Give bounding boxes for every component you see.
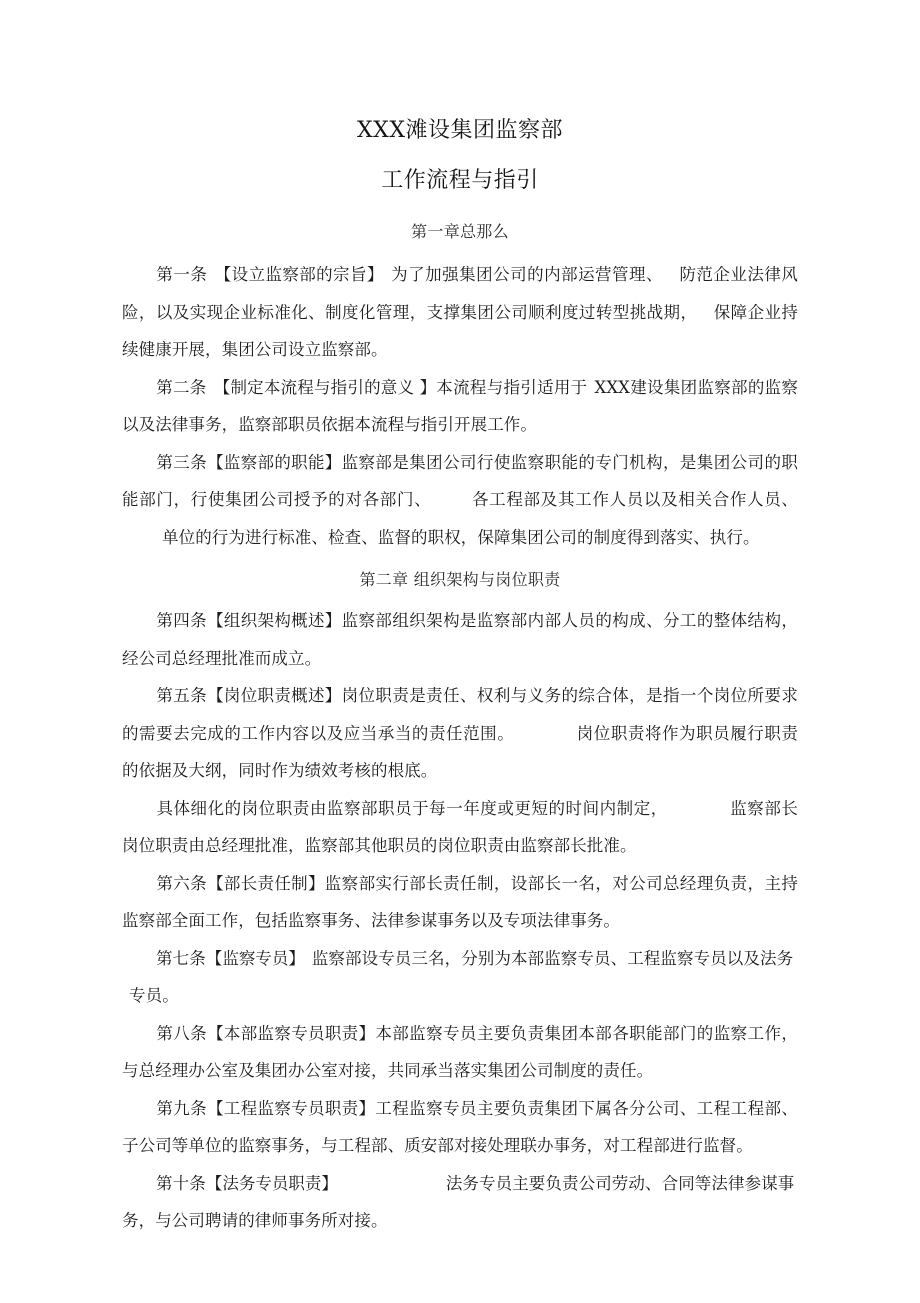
article-5-text-c: 岗位职责将作为职员履行职责的依据及 xyxy=(122,723,798,780)
article-8-title: 【本部监察专员职责】 xyxy=(207,1023,376,1043)
article-3-title: 【监察部的职能】 xyxy=(207,452,342,472)
article-1-text-c: 以及实现企业标准化、制度化管理，支撑集团公司顺利度过转型挑战期， xyxy=(155,302,698,322)
article-7-text-b: 专员。 xyxy=(129,986,179,1005)
article-3-text-b: 职能部门，行使集团公司授予的对各部门、 xyxy=(122,452,798,509)
article-2 xyxy=(122,369,798,444)
chapter-heading-1: 第一章总那么 xyxy=(411,222,509,241)
article-10-text-b: 请的律师事务所对接。 xyxy=(221,1211,388,1230)
article-1-text-a: 为了加强集团公司的内部运营管理、 xyxy=(390,265,664,284)
article-2-text-a: 本流程与指引适用于 xyxy=(436,377,588,397)
article-5-text-a: 岗位职责是责任、权利与义务的综合体，是指一个岗位所要求 xyxy=(341,686,798,705)
article-1-number: 第一条 xyxy=(156,265,208,284)
article-4-text-b: 经公司总经理批准而成立。 xyxy=(122,648,322,668)
article-3-number: 第三条 xyxy=(156,452,208,472)
article-5-supp-text-b: 监察部长岗位职责 xyxy=(122,798,798,855)
article-4-text-a: 监察部组织架构是监察部内部人员的构成、分工的整体结构， xyxy=(341,611,798,630)
article-5-supp-text-c: 由总经理批准，监察部其他职员的岗位职责由监察部长批准。 xyxy=(188,836,637,855)
article-5-text-b: 的需要去完成的工作内容以及应当承当的责任范围。 xyxy=(122,723,515,743)
article-10-text-a: 法务专员主要负责公司劳动、合同等法律参谋事务，与公司聘 xyxy=(122,1173,795,1230)
article-9 xyxy=(122,1090,798,1165)
article-6-text-a: 监察部实行部长责任制，设部长一名，对公司总经理负责，主持 xyxy=(324,873,798,893)
article-10-title: 【法务专员职责】 xyxy=(205,1173,338,1193)
article-2-title: 【制定本流程与指引的意义 】 xyxy=(213,377,437,397)
article-3-text-d: 单位 xyxy=(162,527,196,547)
article-7 xyxy=(122,940,798,1015)
article-7-number: 第七条 xyxy=(156,948,206,968)
article-6-text-b: 监察部全面工作，包括监察事务、法律参谋事务以及专项法律事务。 xyxy=(122,911,620,930)
article-2-text-c: 部的监察以及法律事务，监察部职员依据本流程与指引开展工作。 xyxy=(122,377,799,434)
article-1-title: 【设立监察部的宗旨】 xyxy=(214,265,384,284)
article-5-title: 【岗位职责概述】 xyxy=(207,686,342,705)
article-5-supplement xyxy=(122,790,798,865)
chapter-heading-2: 第二章 组织架构与岗位职责 xyxy=(359,570,561,589)
article-1-text-d: 保障企业持续健康 xyxy=(122,302,799,359)
article-5 xyxy=(122,677,798,790)
article-5-text-d: 大纲，同时作为绩效考核的根底。 xyxy=(188,761,438,780)
article-10-number: 第十条 xyxy=(156,1173,206,1193)
article-5-supp-text-a: 具体细化的岗位职责由监察部职员于每一年度或更短的时间内制定， xyxy=(156,798,668,818)
article-9-text-b: 子公司等单位的监察事务，与工程部、质安部对接处理联办事务，对工程部进行监督。 xyxy=(122,1136,753,1155)
article-6 xyxy=(122,865,798,940)
article-7-title: 【监察专员】 xyxy=(205,948,305,968)
article-9-number: 第九条 xyxy=(156,1098,208,1118)
article-3-text-e: 的行为进行标准、检查、监督的职权，保障集团公司的制度得到落实、执行。 xyxy=(195,527,760,547)
article-8-text-b: 与总经理办公室及集团办公室对接，共同承当落实集团公司制度的责任。 xyxy=(122,1061,654,1080)
document-title: XXX滩设集团监察部 xyxy=(357,118,563,143)
article-2-number: 第二条 xyxy=(156,377,207,397)
article-9-title: 【工程监察专员职责】 xyxy=(207,1098,376,1118)
article-1 xyxy=(122,256,798,369)
article-4 xyxy=(122,602,798,677)
article-6-title: 【部长责任制】 xyxy=(207,873,325,893)
article-4-title: 【组织架构概述】 xyxy=(207,611,342,630)
article-3-text-c: 各工程部及其工作人员以及相关合作人员、 xyxy=(471,490,798,509)
article-3-text-a: 监察部是集团公司行使监察职能的专门机构，是集团公司的 xyxy=(341,452,782,472)
document-subtitle: 工作流程与指引 xyxy=(381,168,539,193)
article-1-text-e: 开展，集团公司设立监察部。 xyxy=(171,340,388,359)
article-8-number: 第八条 xyxy=(156,1023,208,1043)
article-2-text-b: XXX建设集团监察 xyxy=(594,377,732,397)
article-5-number: 第五条 xyxy=(156,686,208,705)
article-9-text-a: 工程监察专员主要负责集团下属各分公司、工程工程部、 xyxy=(375,1098,799,1118)
article-1-text-b: 防范企业法律风险， xyxy=(122,265,799,322)
article-3 xyxy=(122,444,798,557)
article-7-text-a: 监察部设专员三名，分别为本部监察专员、工程监察专员以及法务 xyxy=(311,948,794,968)
document-content xyxy=(122,108,798,1240)
article-6-number: 第六条 xyxy=(156,873,208,893)
article-10 xyxy=(122,1165,798,1240)
article-8 xyxy=(122,1015,798,1090)
article-8-text-a: 本部监察专员主要负责集团本部各职能部门的监察工作， xyxy=(375,1023,799,1043)
article-4-number: 第四条 xyxy=(156,611,208,630)
